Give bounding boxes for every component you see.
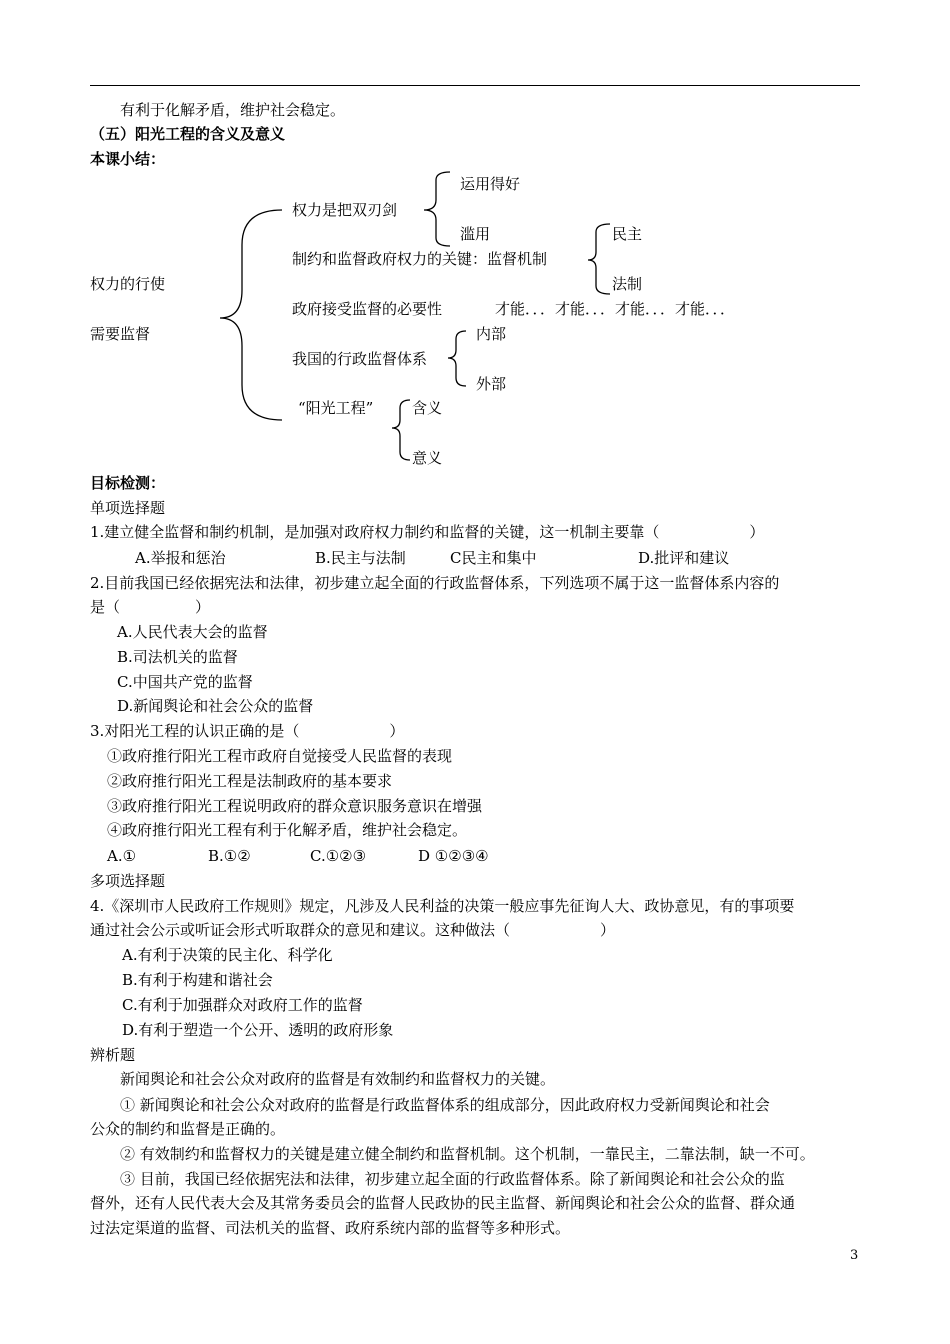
- q2-option-c: C.中国共产党的监督: [117, 673, 253, 691]
- root-label-line2: 需要监督: [90, 325, 151, 343]
- branch4-label: 我国的行政监督体系: [292, 350, 428, 368]
- section-five-heading: （五）阳光工程的含义及意义: [90, 125, 286, 143]
- q4-stem-line1: 4.《深圳市人民政府工作规则》规定，凡涉及人民利益的决策一般应事先征询人大、政协意见，有的事项要: [90, 897, 795, 915]
- branch4-sub2: 外部: [476, 375, 507, 393]
- branch2-sub1: 民主: [612, 225, 643, 243]
- branch1-brace: [424, 172, 450, 246]
- branch5-label: “阳光工程”: [298, 399, 374, 417]
- q4-stem-line2: 通过社会公示或听证会形式听取群众的意见和建议。这种做法（ ）: [90, 921, 616, 939]
- branch3-detail: 才能．．．才能．．．才能．．．才能．．．: [495, 300, 736, 318]
- branch5-sub1: 含义: [412, 399, 443, 417]
- root-brace: [220, 210, 282, 420]
- q3-option-c: C.①②③: [310, 847, 367, 865]
- q3-option-b: B.①②: [208, 847, 251, 865]
- q2-option-d: D.新闻舆论和社会公众的监督: [117, 697, 314, 715]
- root-label-line1: 权力的行使: [90, 275, 166, 293]
- analysis-p3-line2: 督外，还有人民代表大会及其常务委员会的监督人民政协的民主监督、新闻舆论和社会公众的监督、群众通: [90, 1194, 796, 1212]
- q2-stem-line2: 是（ ）: [90, 598, 211, 616]
- analysis-p1-line2: 公众的制约和监督是正确的。: [90, 1120, 286, 1138]
- branch1-sub1: 运用得好: [460, 175, 521, 193]
- top-line: 有利于化解矛盾，维护社会稳定。: [120, 101, 346, 119]
- single-choice-title: 单项选择题: [90, 499, 166, 517]
- branch2-label: 制约和监督政府权力的关键：监督机制: [292, 250, 548, 268]
- branch4-sub1: 内部: [476, 325, 507, 343]
- q3-stem: 3.对阳光工程的认识正确的是（ ）: [90, 722, 405, 740]
- q3-item-1: ①政府推行阳光工程市政府自觉接受人民监督的表现: [107, 747, 453, 765]
- q2-option-a: A.人民代表大会的监督: [117, 623, 268, 641]
- analysis-p2: ② 有效制约和监督权力的关键是建立健全制约和监督机制。这个机制，一靠民主，二靠法制，缺一不可。: [120, 1145, 815, 1163]
- analysis-title: 辨析题: [90, 1046, 136, 1064]
- branch3-label: 政府接受监督的必要性: [292, 300, 443, 318]
- branch1-sub2: 滥用: [460, 225, 491, 243]
- q4-option-d: D.有利于塑造一个公开、透明的政府形象: [122, 1021, 394, 1039]
- analysis-statement: 新闻舆论和社会公众对政府的监督是有效制约和监督权力的关键。: [120, 1070, 556, 1088]
- q1-option-b: B.民主与法制: [315, 549, 406, 567]
- q3-option-d: D ①②③④: [418, 847, 489, 865]
- page-number: 3: [850, 1248, 859, 1263]
- q1-option-a: A.举报和惩治: [135, 549, 226, 567]
- branch4-brace: [448, 331, 466, 386]
- analysis-p3-line1: ③ 目前，我国已经依据宪法和法律，初步建立起全面的行政监督体系。除了新闻舆论和社会公众的监: [120, 1170, 785, 1188]
- q1-stem: 1.建立健全监督和制约机制，是加强对政府权力制约和监督的关键，这一机制主要靠（ ）: [90, 523, 765, 541]
- q1-option-d: D.批评和建议: [638, 549, 730, 567]
- q1-option-c: C民主和集中: [450, 549, 537, 567]
- branch1-label: 权力是把双刃剑: [292, 201, 398, 219]
- analysis-p3-line3: 过法定渠道的监督、司法机关的监督、政府系统内部的监督等多种形式。: [90, 1219, 571, 1237]
- q2-option-b: B.司法机关的监督: [117, 648, 238, 666]
- analysis-p1-line1: ① 新闻舆论和社会公众对政府的监督是行政监督体系的组成部分，因此政府权力受新闻舆论和社会: [120, 1096, 770, 1114]
- q3-item-2: ②政府推行阳光工程是法制政府的基本要求: [107, 772, 393, 790]
- q3-item-3: ③政府推行阳光工程说明政府的群众意识服务意识在增强: [107, 797, 483, 815]
- q3-option-a: A.①: [107, 847, 137, 865]
- q4-option-b: B.有利于构建和谐社会: [122, 971, 273, 989]
- q4-option-a: A.有利于决策的民主化、科学化: [122, 946, 333, 964]
- q3-item-4: ④政府推行阳光工程有利于化解矛盾，维护社会稳定。: [107, 821, 468, 839]
- goal-title: 目标检测：: [90, 474, 166, 492]
- branch2-sub2: 法制: [612, 275, 643, 293]
- q2-stem-line1: 2.目前我国已经依据宪法和法律，初步建立起全面的行政监督体系，下列选项不属于这一监督体系内容的: [90, 574, 780, 592]
- summary-title: 本课小结：: [90, 150, 166, 168]
- branch5-sub2: 意义: [412, 449, 443, 467]
- multi-choice-title: 多项选择题: [90, 872, 166, 890]
- branch5-brace: [392, 400, 410, 460]
- q4-option-c: C.有利于加强群众对政府工作的监督: [122, 996, 363, 1014]
- branch2-brace: [588, 224, 610, 294]
